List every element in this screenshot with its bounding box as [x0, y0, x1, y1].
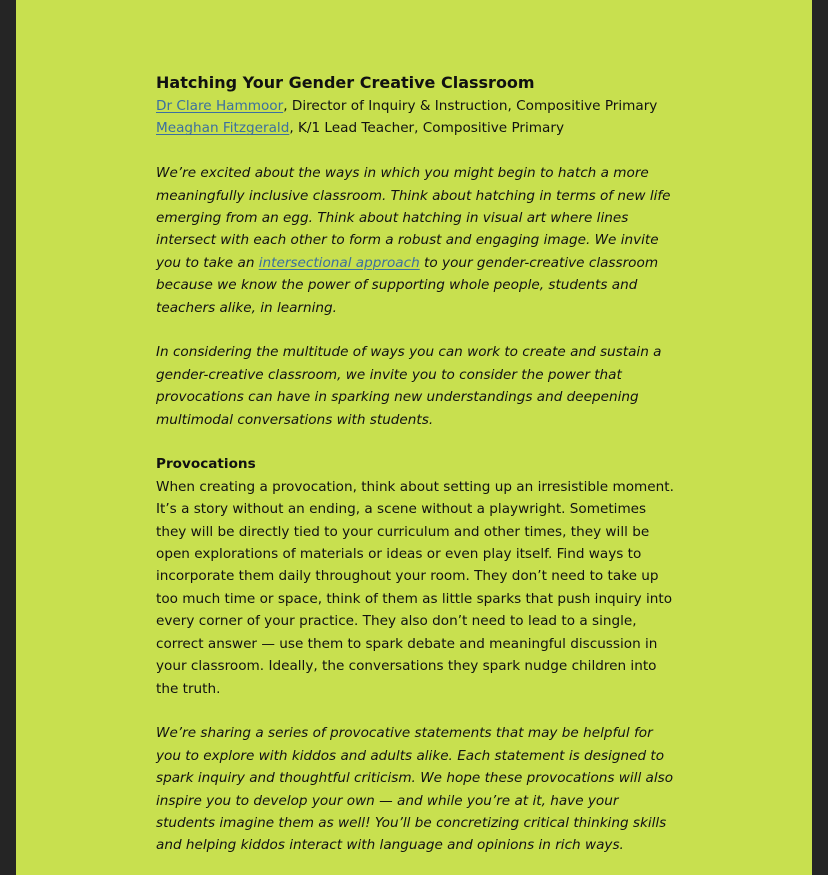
author-link-meaghan-fitzgerald[interactable]: Meaghan Fitzgerald: [156, 120, 290, 137]
author-link-clare-hammoor[interactable]: Dr Clare Hammoor: [156, 98, 284, 114]
author-role-1: , Director of Inquiry & Instruction, Compositive Primary: [283, 98, 658, 114]
intersectional-approach-link[interactable]: intersectional approach: [258, 254, 420, 271]
author-line-2: [156, 117, 676, 139]
considering-paragraph: In considering the multitude of ways you can work to create and sustain a gender-creative classroom, we invite you to consider the power that provocations can have in sparking new understandings and deepening multimodal conversations with students.: [156, 344, 662, 428]
provocations-paragraph: When creating a provocation, think about setting up an irresistible moment. It’s a story without an ending, a scene without a playwright. Sometimes they will be directly tied to your curriculum and other times, they will be open explorations of materials or ideas or even play itself. Find ways to incorporate them daily throughout your room. They don’t need to take up too much time or space, think of them as little sparks that push inquiry into every corner of your practice. They also don’t need to lead to a single, correct answer — use them to spark debate and meaningful discussion in your classroom. Ideally, the conversations they spark nudge children into the truth.: [156, 478, 674, 697]
sharing-paragraph: We’re sharing a series of provocative statements that may be helpful for you to explore with kiddos and adults alike. Each statement is designed to spark inquiry and thoughtful criticism. We hope these provocations will also inspire you to develop your own — and while you’re at it, have your students imagine them as well! You’ll be concretizing critical thinking skills and helping kiddos interact with language and opinions in rich ways.: [156, 725, 674, 854]
author-line-1: [156, 95, 676, 117]
intro-text-start: We’re excited about the ways in which you might begin to hatch a more meaningfully inclusive classroom. Think about hatching in terms of new life emerging from an egg. Think about hatching in visual art where lines intersect with each other to form a robust and engaging image. We invite you to take an: [156, 165, 671, 271]
author-role-2: , K/1 Lead Teacher, Compositive Primary: [289, 120, 565, 137]
provocations-heading: Provocations: [156, 456, 256, 473]
article-title: Hatching Your Gender Creative Classroom: [156, 73, 535, 92]
document-page: [16, 0, 812, 875]
spacer: [156, 431, 676, 453]
spacer: [156, 700, 676, 722]
article: [156, 72, 676, 857]
intro-text-end: to your gender-creative classroom because we know the power of supporting whole people, students and teachers alike, in learning.: [156, 254, 659, 316]
intro-paragraph: [156, 162, 676, 319]
spacer: [156, 319, 676, 341]
spacer: [156, 140, 676, 162]
